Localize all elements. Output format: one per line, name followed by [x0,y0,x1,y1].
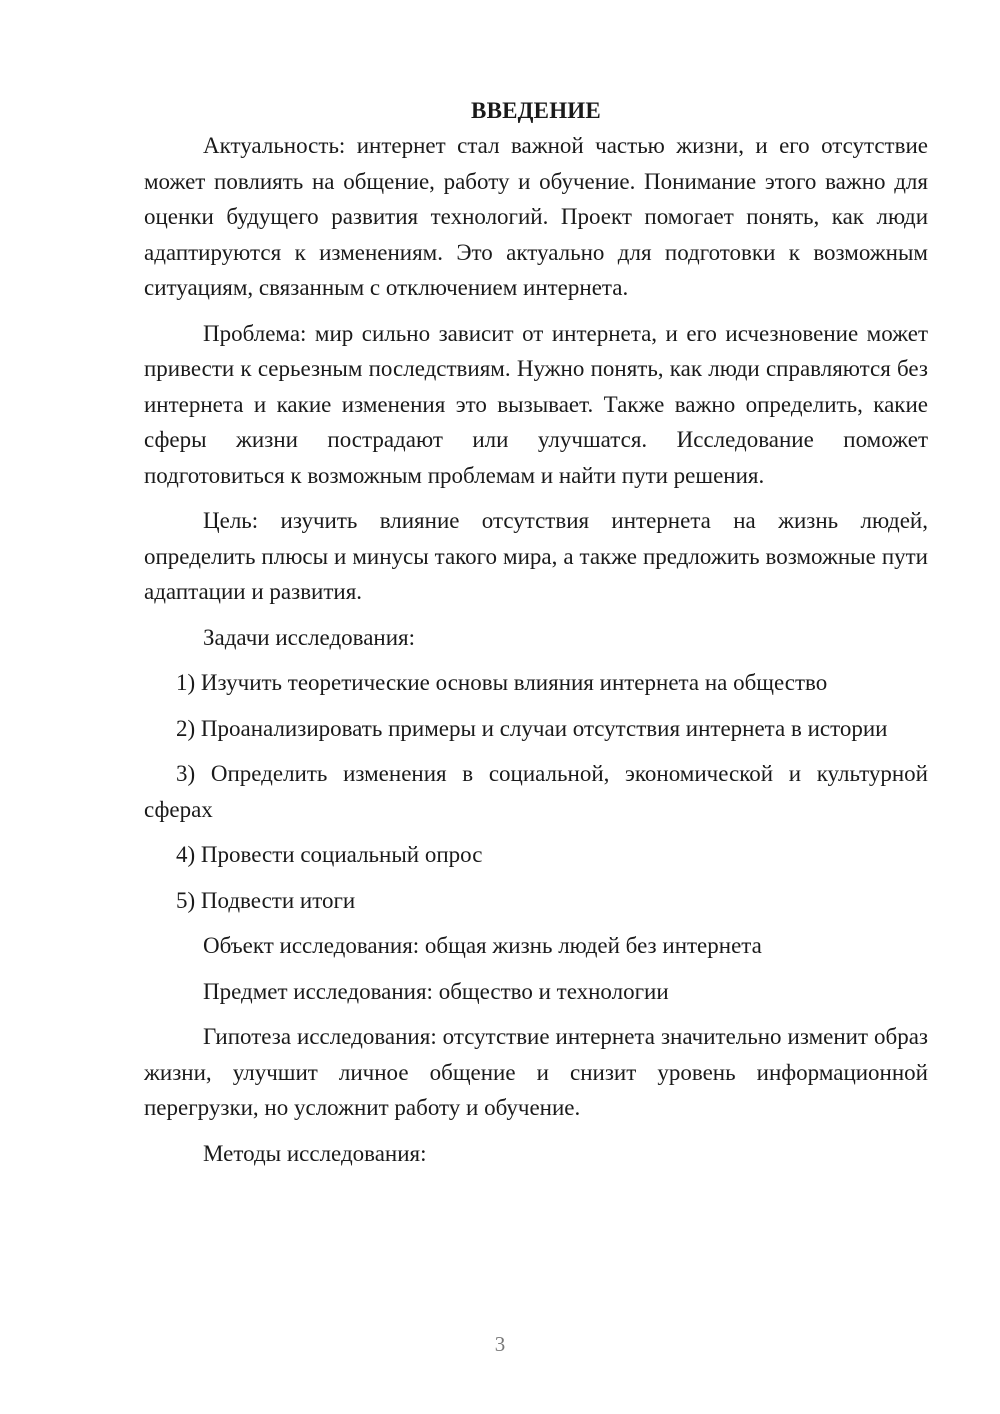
paragraph-hypothesis: Гипотеза исследования: отсутствие интернета значительно изменит образ жизни, улучшит личное общение и снизит уровень информационной перегрузки, но усложнит работу и обучение. [144,1024,928,1120]
paragraph-methods: Методы исследования: [203,1140,427,1166]
task-item-5: 5) Подвести итоги [176,887,356,913]
paragraph-problem: Проблема: мир сильно зависит от интернета, и его исчезновение может привести к серьезным последствиям. Нужно понять, как люди справляются без интернета и какие изменения это вызывает. Также важно определить, какие сферы жизни пострадают или улучшатся. Исследование поможет подготовиться к возможным проблемам и найти пути решения. [144,320,928,488]
page-content [144,93,928,1181]
paragraph-goal: Цель: изучить влияние отсутствия интернета на жизнь людей, определить плюсы и минусы такого мира, а также предложить возможные пути адаптации и развития. [144,508,928,604]
paragraph-relevance: Актуальность: интернет стал важной частью жизни, и его отсутствие может повлиять на общение, работу и обучение. Понимание этого важно для оценки будущего развития технологий. Проект помогает понять, как люди адаптируются к изменениям. Это актуально для подготовки к возможным ситуациям, связанным с отключением интернета. [144,133,928,300]
task-item-3: 3) Определить изменения в социальной, экономической и культурной сферах [144,761,928,822]
task-item-2: 2) Проанализировать примеры и случаи отсутствия интернета в истории [176,715,888,741]
task-item-4: 4) Провести социальный опрос [176,842,483,867]
section-title: ВВЕДЕНИЕ [471,98,601,123]
paragraph-object: Объект исследования: общая жизнь людей без интернета [203,933,762,958]
page-number: 3 [494,1332,506,1356]
task-item-1: 1) Изучить теоретические основы влияния интернета на общество [176,670,828,695]
paragraph-subject: Предмет исследования: общество и технологии [203,978,669,1004]
tasks-heading: Задачи исследования: [203,624,416,650]
